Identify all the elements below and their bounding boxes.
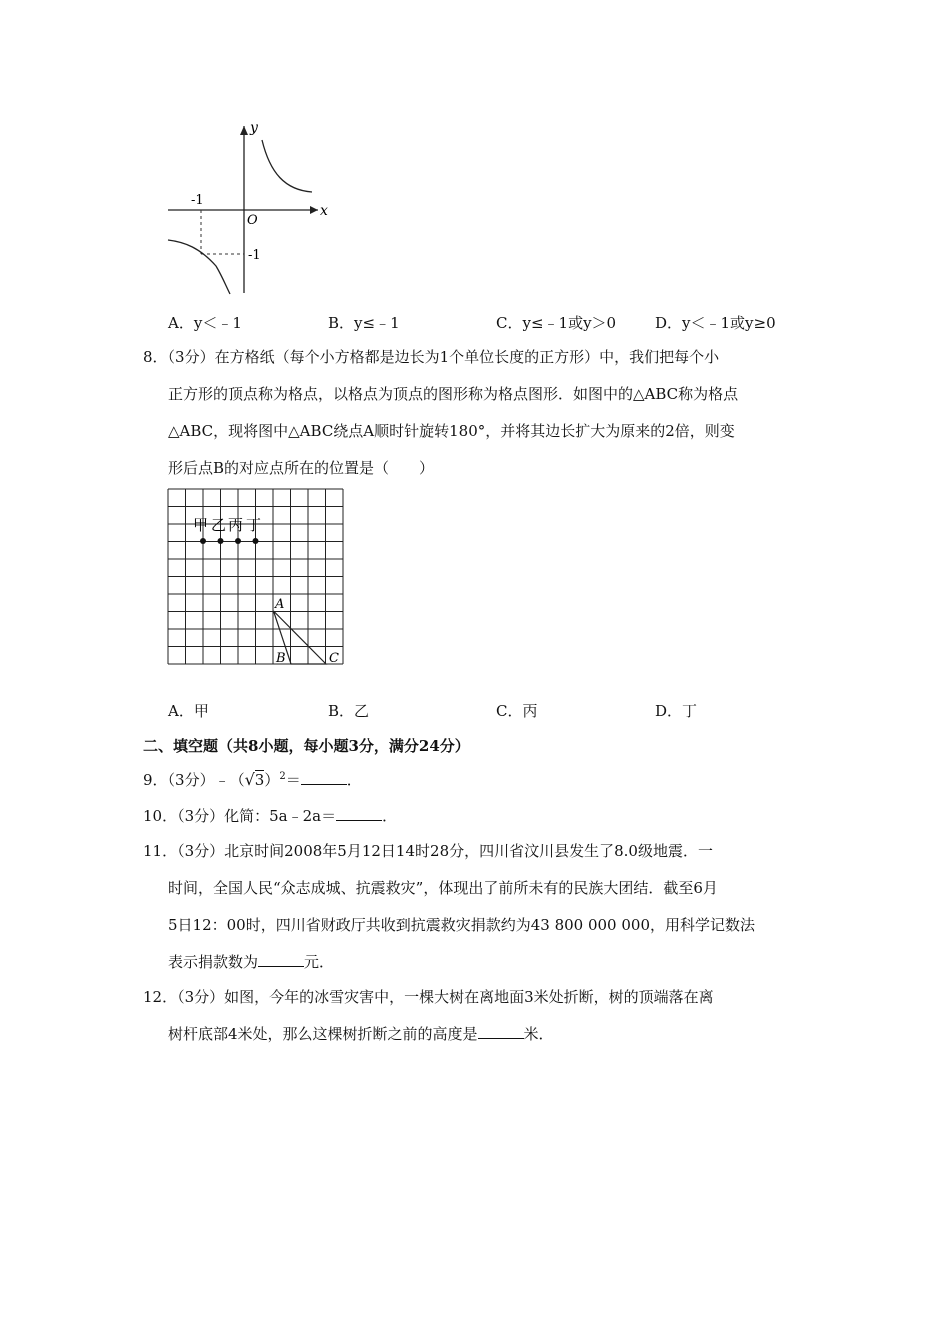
- q9-line: 9．（3分）$﹣(√3)^2=$ ．: [143, 770, 362, 789]
- q8-line-2: 正方形的顶点称为格点，以格点为顶点的图形称为格点图形．如图中的△ABC称为格点: [168, 385, 739, 403]
- q8-option-c[interactable]: C．丙: [496, 702, 538, 720]
- x-neg-one-label: -1: [191, 193, 204, 208]
- y-axis-label: y: [250, 120, 258, 136]
- q8-line-4: 形后点B的对应点所在的位置是（ ）: [168, 459, 435, 477]
- q7-option-a[interactable]: A．y＜﹣1: [168, 314, 242, 332]
- x-axis-label: x: [320, 203, 328, 219]
- point-yi: [218, 538, 224, 544]
- q12-line-2: 树杆底部4米处，那么这棵树折断之前的高度是 米．: [168, 1025, 554, 1043]
- q7-graph: [160, 118, 340, 298]
- label-a: A: [275, 597, 285, 612]
- q11-line-1: 11．（3分）北京时间2008年5月12日14时28分，四川省汶川县发生了8.0级地震．一: [143, 842, 713, 860]
- label-yi: 乙: [211, 516, 227, 534]
- q7-option-d[interactable]: D．y＜﹣1或y≥0: [655, 314, 776, 332]
- label-jia: 甲: [193, 516, 209, 534]
- q8-option-d[interactable]: D．丁: [655, 702, 698, 720]
- q11-line-2: 时间，全国人民“众志成城、抗震救灾”，体现出了前所未有的民族大团结．截至6月: [168, 879, 718, 897]
- q8-line-3: △ABC，现将图中△ABC绕点A顺时针旋转180°，并将其边长扩大为原来的2倍，则变: [168, 422, 735, 440]
- q7-option-c[interactable]: C．y≤﹣1或y＞0: [496, 314, 617, 332]
- q12-answer-blank[interactable]: [478, 1025, 524, 1039]
- q12-line-1: 12．（3分）如图，今年的冰雪灾害中，一棵大树在离地面3米处折断，树的顶端落在离: [143, 988, 714, 1006]
- y-neg-one-label: -1: [248, 248, 261, 263]
- label-bing: 丙: [228, 516, 244, 534]
- q8-option-a[interactable]: A．甲: [168, 702, 209, 720]
- q10-line: 10．（3分）化简：5a﹣2a＝ ．: [143, 807, 398, 825]
- q11-line-4: 表示捐款数为 元．: [168, 953, 335, 971]
- q9-answer-blank[interactable]: [301, 771, 347, 785]
- point-bing: [235, 538, 241, 544]
- q11-answer-blank[interactable]: [258, 953, 304, 967]
- label-ding: 丁: [246, 516, 262, 534]
- x-arrow-icon: [310, 206, 318, 214]
- y-arrow-icon: [240, 126, 248, 135]
- point-ding: [253, 538, 259, 544]
- q8-line-1: 8．（3分）在方格纸（每个小方格都是边长为1个单位长度的正方形）中，我们把每个小: [143, 348, 720, 366]
- label-c: C: [329, 651, 339, 666]
- sqrt-icon: √: [244, 770, 255, 789]
- q9-radicand: 3: [254, 771, 265, 789]
- section-2-heading: 二、填空题（共8小题，每小题3分，满分24分）: [143, 737, 470, 755]
- point-jia: [200, 538, 206, 544]
- label-b: B: [276, 651, 286, 666]
- q8-grid-figure: [160, 484, 360, 674]
- q11-line-3: 5日12：00时，四川省财政厅共收到抗震救灾捐款约为43 800 000 000，用科学记数法: [168, 916, 756, 934]
- q9-exponent: 2: [279, 771, 286, 782]
- q10-answer-blank[interactable]: [336, 807, 382, 821]
- q8-option-b[interactable]: B．乙: [328, 702, 370, 720]
- origin-label: O: [247, 213, 258, 228]
- q7-option-b[interactable]: B．y≤﹣1: [328, 314, 400, 332]
